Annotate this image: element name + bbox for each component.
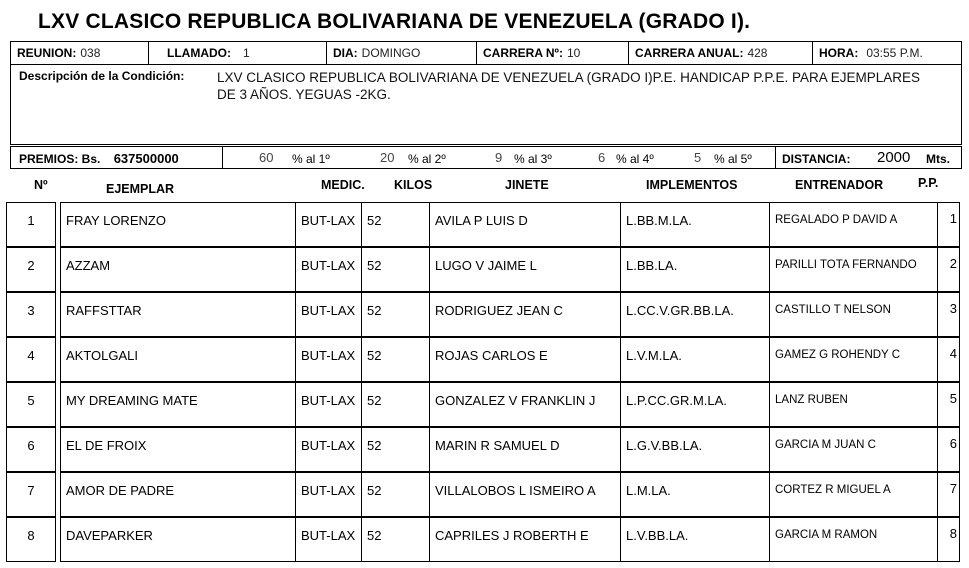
- prize-1-label: % al 1º: [292, 152, 330, 166]
- entry-jockey: ROJAS CARLOS E: [429, 337, 620, 382]
- entry-num: 1: [6, 202, 56, 247]
- entry-trainer: GAMEZ G ROHENDY C: [769, 337, 937, 382]
- entry-kilos: 52: [361, 247, 429, 292]
- entry-medic: BUT-LAX: [295, 427, 361, 472]
- llamado-label: LLAMADO:: [167, 46, 231, 60]
- entry-row: [6, 202, 960, 247]
- condition-description: [10, 64, 962, 145]
- hora-cell: [813, 42, 961, 64]
- prize-4-label: % al 4º: [616, 152, 654, 166]
- entry-num: 4: [6, 337, 56, 382]
- entry-pp: 6: [937, 427, 960, 472]
- entry-jockey: VILLALOBOS L ISMEIRO A: [429, 472, 620, 517]
- entry-jockey: GONZALEZ V FRANKLIN J: [429, 382, 620, 427]
- carrera-anual-value: 428: [747, 46, 768, 60]
- entry-row: [6, 427, 960, 472]
- entry-jockey: RODRIGUEZ JEAN C: [429, 292, 620, 337]
- entry-num: 8: [6, 517, 56, 562]
- hora-label: HORA:: [819, 46, 859, 60]
- race-info-bar: [10, 41, 962, 65]
- entry-implements: L.V.BB.LA.: [620, 517, 769, 562]
- entry-row: [6, 472, 960, 517]
- divider: [775, 147, 776, 168]
- prize-2-label: % al 2º: [408, 152, 446, 166]
- entry-pp: 3: [937, 292, 960, 337]
- entry-implements: L.BB.M.LA.: [620, 202, 769, 247]
- entry-trainer: CASTILLO T NELSON: [769, 292, 937, 337]
- entry-num: 2: [6, 247, 56, 292]
- prize-5-pct: 5: [694, 150, 702, 165]
- entry-horse: MY DREAMING MATE: [60, 382, 295, 427]
- entry-horse: AMOR DE PADRE: [60, 472, 295, 517]
- entry-medic: BUT-LAX: [295, 337, 361, 382]
- distance-unit: Mts.: [926, 152, 950, 166]
- entry-medic: BUT-LAX: [295, 472, 361, 517]
- entry-implements: L.CC.V.GR.BB.LA.: [620, 292, 769, 337]
- entry-pp: 8: [937, 517, 960, 562]
- entry-implements: L.V.M.LA.: [620, 337, 769, 382]
- col-header-implements: IMPLEMENTOS: [646, 178, 738, 192]
- entry-row: [6, 517, 960, 562]
- entry-row: [6, 292, 960, 337]
- carrera-value: 10: [566, 46, 581, 60]
- entry-trainer: LANZ RUBEN: [769, 382, 937, 427]
- col-header-trainer: ENTRENADOR: [795, 178, 884, 192]
- entry-medic: BUT-LAX: [295, 382, 361, 427]
- dia-cell: [327, 42, 477, 64]
- entry-num: 7: [6, 472, 56, 517]
- carrera-anual-label: CARRERA ANUAL:: [635, 46, 744, 60]
- entry-row: [6, 337, 960, 382]
- col-header-horse: EJEMPLAR: [106, 182, 175, 196]
- entry-kilos: 52: [361, 382, 429, 427]
- prize-3-pct: 9: [495, 150, 503, 165]
- prizes-bar: [10, 146, 962, 169]
- condition-text: LXV CLASICO REPUBLICA BOLIVARIANA DE VENEZUELA (GRADO I)P.E. HANDICAP P.P.E. PARA EJEMPLARES DE 3 AÑOS. YEGUAS -2KG.: [217, 70, 921, 102]
- entry-jockey: AVILA P LUIS D: [429, 202, 620, 247]
- carrera-anual-cell: [629, 42, 813, 64]
- entry-trainer: REGALADO P DAVID A: [769, 202, 937, 247]
- col-header-num: Nº: [34, 178, 48, 192]
- entry-horse: AZZAM: [60, 247, 295, 292]
- entry-kilos: 52: [361, 202, 429, 247]
- entry-pp: 2: [937, 247, 960, 292]
- prize-4-pct: 6: [598, 150, 606, 165]
- entry-kilos: 52: [361, 517, 429, 562]
- llamado-value: 1: [242, 46, 250, 60]
- entry-kilos: 52: [361, 427, 429, 472]
- reunion-label: REUNION:: [17, 46, 77, 60]
- entry-pp: 5: [937, 382, 960, 427]
- race-title: LXV CLASICO REPUBLICA BOLIVARIANA DE VENEZUELA (GRADO I).: [38, 10, 751, 33]
- reunion-cell: [11, 42, 149, 64]
- reunion-value: 038: [80, 46, 101, 60]
- entry-kilos: 52: [361, 472, 429, 517]
- entry-trainer: CORTEZ R MIGUEL A: [769, 472, 937, 517]
- entry-horse: RAFFSTTAR: [60, 292, 295, 337]
- entry-jockey: MARIN R SAMUEL D: [429, 427, 620, 472]
- entry-horse: DAVEPARKER: [60, 517, 295, 562]
- distance-value: 2000: [877, 149, 911, 166]
- carrera-label: CARRERA Nº:: [483, 46, 563, 60]
- entry-trainer: GARCIA M RAMON: [769, 517, 937, 562]
- entry-medic: BUT-LAX: [295, 292, 361, 337]
- divider: [222, 147, 223, 168]
- prizes-total: 637500000: [113, 151, 179, 166]
- hora-value: 03:55 P.M.: [866, 46, 923, 60]
- entry-pp: 7: [937, 472, 960, 517]
- entry-row: [6, 382, 960, 427]
- prize-5-label: % al 5º: [714, 152, 752, 166]
- prize-2-pct: 20: [380, 150, 395, 165]
- entry-jockey: LUGO V JAIME L: [429, 247, 620, 292]
- entry-horse: AKTOLGALI: [60, 337, 295, 382]
- llamado-cell: [149, 42, 327, 64]
- entry-row: [6, 247, 960, 292]
- entry-implements: L.BB.LA.: [620, 247, 769, 292]
- distance-label: DISTANCIA:: [782, 152, 851, 166]
- prize-1-pct: 60: [259, 150, 274, 165]
- prize-3-label: % al 3º: [514, 152, 552, 166]
- entry-num: 5: [6, 382, 56, 427]
- dia-label: DIA:: [333, 46, 358, 60]
- entry-implements: L.G.V.BB.LA.: [620, 427, 769, 472]
- entry-medic: BUT-LAX: [295, 517, 361, 562]
- col-header-medic: MEDIC.: [321, 178, 365, 192]
- entry-medic: BUT-LAX: [295, 247, 361, 292]
- entry-num: 6: [6, 427, 56, 472]
- col-header-jockey: JINETE: [505, 178, 549, 192]
- entry-kilos: 52: [361, 292, 429, 337]
- entry-kilos: 52: [361, 337, 429, 382]
- entry-trainer: GARCIA M JUAN C: [769, 427, 937, 472]
- col-header-pp: P.P.: [918, 176, 939, 190]
- entry-num: 3: [6, 292, 56, 337]
- carrera-cell: [477, 42, 629, 64]
- entry-pp: 4: [937, 337, 960, 382]
- entry-implements: L.M.LA.: [620, 472, 769, 517]
- condition-label: Descripción de la Condición:: [19, 69, 185, 83]
- entry-trainer: PARILLI TOTA FERNANDO: [769, 247, 937, 292]
- entry-pp: 1: [937, 202, 960, 247]
- entry-implements: L.P.CC.GR.M.LA.: [620, 382, 769, 427]
- col-header-kilos: KILOS: [394, 178, 433, 192]
- prizes-label-group: [19, 151, 179, 166]
- entry-horse: FRAY LORENZO: [60, 202, 295, 247]
- prizes-label: PREMIOS: Bs.: [19, 152, 101, 166]
- entry-horse: EL DE FROIX: [60, 427, 295, 472]
- dia-value: DOMINGO: [361, 46, 421, 60]
- entry-jockey: CAPRILES J ROBERTH E: [429, 517, 620, 562]
- entry-medic: BUT-LAX: [295, 202, 361, 247]
